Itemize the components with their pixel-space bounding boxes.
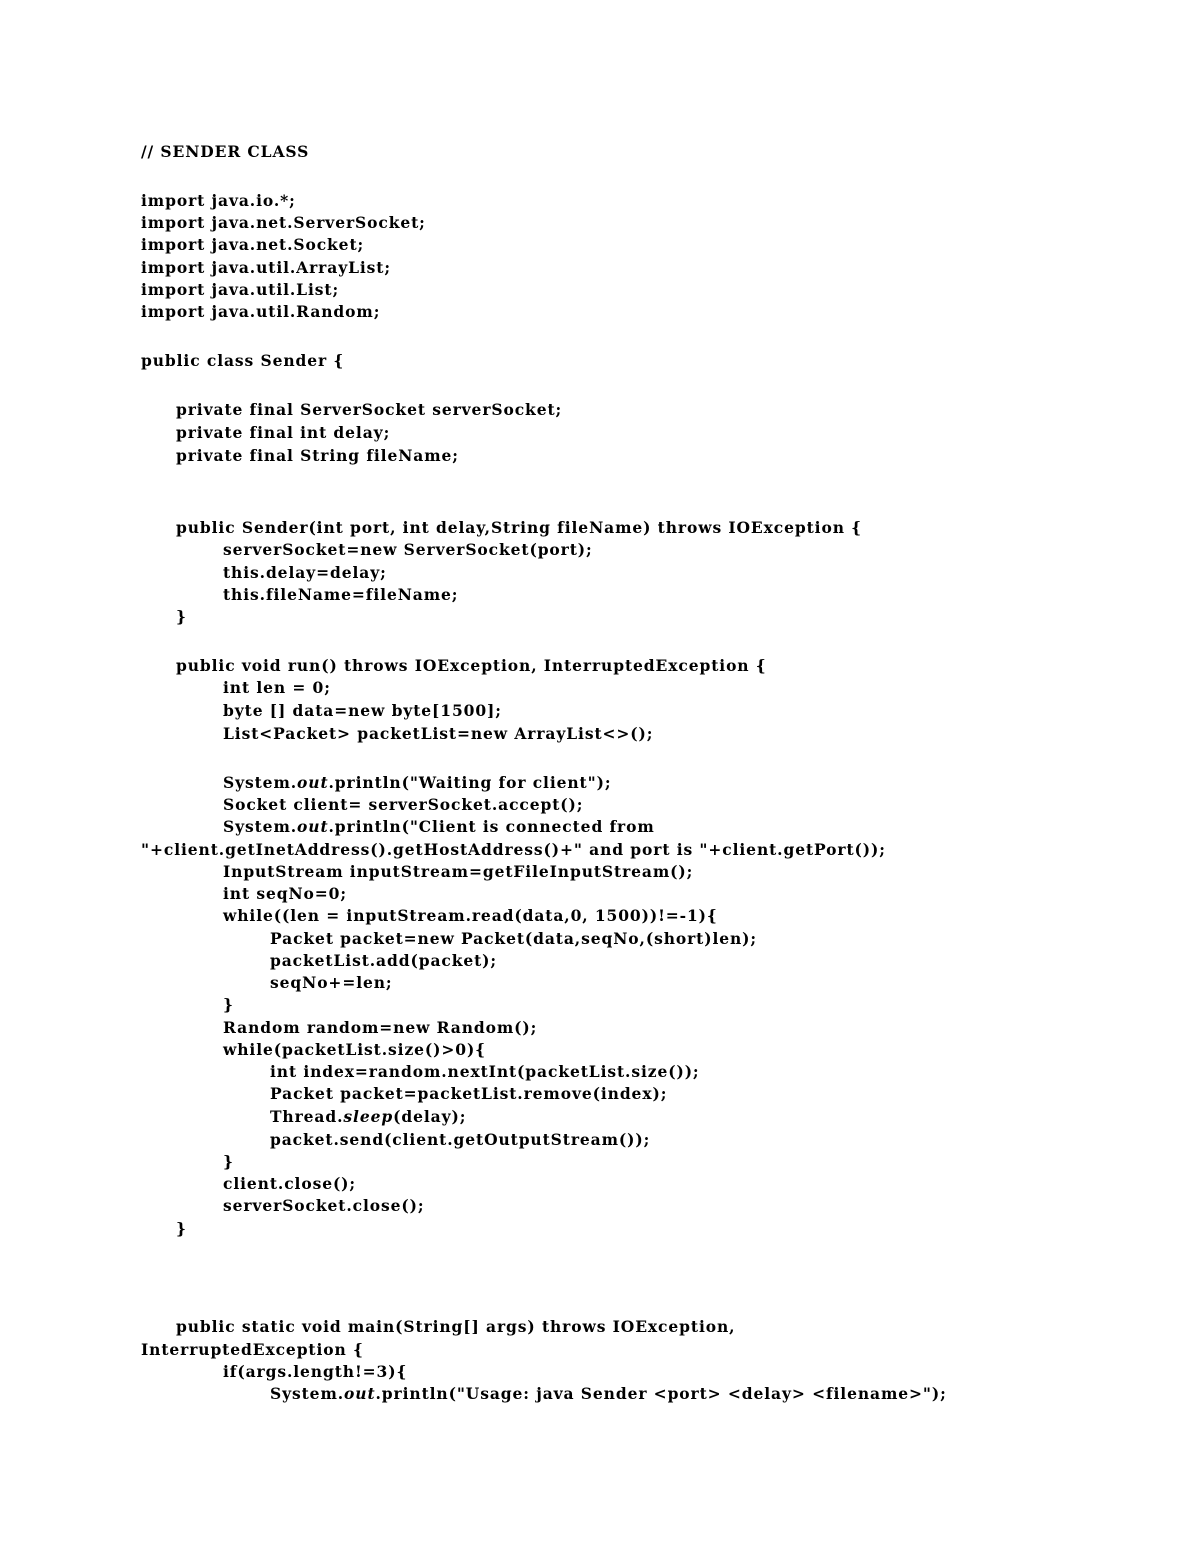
main-signature-wrap: InterruptedException { — [141, 1340, 364, 1359]
connected-print-wrap: "+client.getInetAddress().getHostAddress()+" and port is "+client.getPort()); — [141, 840, 886, 859]
client-close-line: client.close(); — [223, 1174, 357, 1193]
constructor-body-line: this.delay=delay; — [223, 563, 387, 582]
closing-brace: } — [223, 995, 234, 1014]
read-loop-line: while((len = inputStream.read(data,0, 1500))!=-1){ — [223, 906, 718, 925]
code-listing — [141, 141, 947, 1403]
constructor-body-line: this.fileName=fileName; — [223, 585, 459, 604]
import-line: import java.util.Random; — [141, 302, 381, 321]
sleep-line: Thread.sleep(delay); — [270, 1107, 467, 1126]
class-declaration: public class Sender { — [141, 351, 345, 370]
send-body-line: int index=random.nextInt(packetList.size()); — [270, 1062, 700, 1081]
field-line: private final String fileName; — [176, 446, 459, 465]
run-decl-line: int len = 0; — [223, 678, 331, 697]
import-line: import java.net.Socket; — [141, 235, 365, 254]
server-close-line: serverSocket.close(); — [223, 1196, 425, 1215]
constructor-body-line: serverSocket=new ServerSocket(port); — [223, 540, 593, 559]
field-line: private final ServerSocket serverSocket; — [176, 400, 563, 419]
connected-print-line: System.out.println("Client is connected from — [223, 817, 655, 836]
waiting-print-line: System.out.println("Waiting for client"); — [223, 773, 612, 792]
random-line: Random random=new Random(); — [223, 1018, 538, 1037]
send-body-line: packet.send(client.getOutputStream()); — [270, 1130, 651, 1149]
run-decl-line: List<Packet> packetList=new ArrayList<>(); — [223, 724, 654, 743]
if-line: if(args.length!=3){ — [223, 1362, 408, 1381]
read-body-line: Packet packet=new Packet(data,seqNo,(short)len); — [270, 929, 758, 948]
closing-brace: } — [176, 1219, 187, 1238]
seq-line: int seqNo=0; — [223, 884, 347, 903]
read-body-line: packetList.add(packet); — [270, 951, 498, 970]
input-stream-line: InputStream inputStream=getFileInputStream(); — [223, 862, 694, 881]
run-signature: public void run() throws IOException, InterruptedException { — [176, 656, 767, 675]
closing-brace: } — [223, 1152, 234, 1171]
run-decl-line: byte [] data=new byte[1500]; — [223, 701, 502, 720]
constructor-signature: public Sender(int port, int delay,String fileName) throws IOException { — [176, 518, 863, 537]
read-body-line: seqNo+=len; — [270, 973, 393, 992]
field-line: private final int delay; — [176, 423, 391, 442]
import-line: import java.net.ServerSocket; — [141, 213, 426, 232]
import-line: import java.util.ArrayList; — [141, 258, 391, 277]
import-line: import java.io.*; — [141, 191, 296, 210]
main-signature: public static void main(String[] args) throws IOException, — [176, 1317, 736, 1336]
send-loop-line: while(packetList.size()>0){ — [223, 1040, 487, 1059]
import-line: import java.util.List; — [141, 280, 340, 299]
usage-print-line: System.out.println("Usage: java Sender <port> <delay> <filename>"); — [270, 1384, 947, 1403]
accept-line: Socket client= serverSocket.accept(); — [223, 795, 584, 814]
send-body-line: Packet packet=packetList.remove(index); — [270, 1084, 668, 1103]
closing-brace: } — [176, 607, 187, 626]
code-comment: // SENDER CLASS — [141, 142, 310, 161]
